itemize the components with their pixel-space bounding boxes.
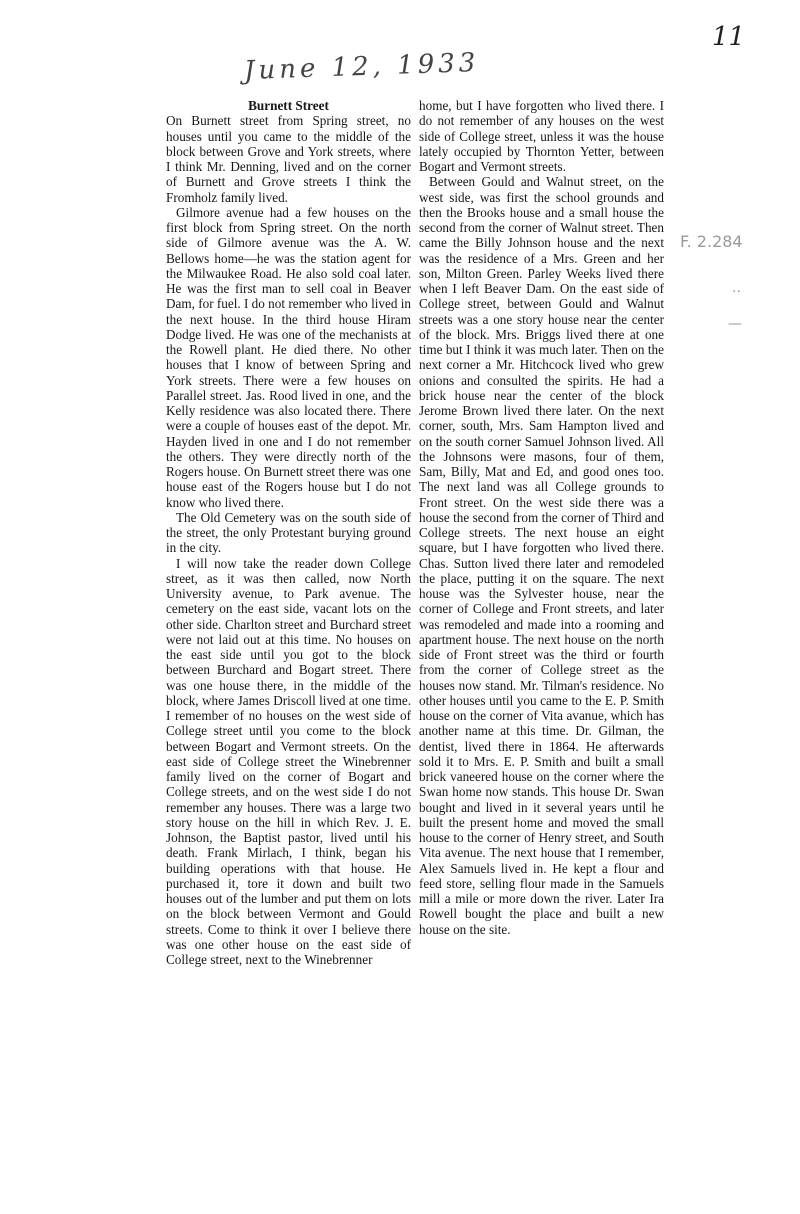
paragraph: On Burnett street from Spring street, no houses until you came to the middle of the block between Grove and York streets, where I think Mr. Denning, lived and on the corner of Burnett and Grove streets I think the Fromholz family lived. <box>166 113 411 205</box>
article-heading: Burnett Street <box>248 98 329 113</box>
page-number: 11 <box>712 22 746 52</box>
paragraph: home, but I have forgotten who lived there. I do not remember of any houses on the west side of College street, unless it was the house lately occupied by Thornton Yetter, between Bogart and Vermont streets. <box>419 98 664 174</box>
paragraph: Gilmore avenue had a few houses on the first block from Spring street. On the north side of Gilmore avenue was the A. W. Bellows home—he was the station agent for the Milwaukee Road. He also sold coal later. He was the first man to sell coal in Beaver Dam, for fuel. I do not remember who lived in the next house. In the third house Hiram Dodge lived. He was one of the mechanists at the Rowell plant. He died there. No other houses that I know of between Spring and York streets. There were a few houses on Parallel street. Jas. Rood lived in one, and the Kelly residence was also located there. There were a couple of houses east of the depot. Mr. Hayden lived in one and I do not remember the others. They were directly north of the Rogers house. On Burnett street there was one house east of the Rogers house but I do not know who lived there. <box>166 204 411 510</box>
right-column <box>419 98 664 937</box>
margin-note: — <box>728 316 742 332</box>
margin-notes <box>680 232 743 332</box>
margin-note: F. 2.284 <box>680 232 743 251</box>
margin-note: .. <box>732 280 741 296</box>
paragraph: The Old Cemetery was on the south side of the street, the only Protestant burying ground in the city. <box>166 509 411 556</box>
left-column <box>166 98 411 967</box>
handwritten-date: June 12, 1933 <box>243 47 480 87</box>
paragraph: I will now take the reader down College street, as it was then called, now North University avenue, to Park avenue. The cemetery on the east side, vacant lots on the other side. Charlton street and Burchard street were not laid out at this time. No houses on the east side until you got to the block between Burchard and Bogart street. There was one house there, in the middle of the block, where James Driscoll lived at one time. I remember of no houses on the west side of College street until you come to the block between Bogart and Vermont streets. On the east side of College street the Winebrenner family lived on the corner of Bogart and College streets, and on the west side I do not remember any houses. There was a large two story house on the hill in which Rev. J. E. Johnson, the Baptist pastor, lived until his death. Frank Mirlach, I think, began his building operations with that house. He purchased it, tore it down and built two houses out of the lumber and put them on lots on the block between Vermont and Gould streets. Come to think it over I believe there was one other house on the east side of College street, next to the Winebrenner <box>166 555 411 967</box>
paragraph: Between Gould and Walnut street, on the west side, was first the school grounds and then the Brooks house and a small house the second from the corner of Walnut street. Then came the Billy Johnson house and the next was the residence of a Mrs. Green and her son, Milton Green. Parley Weeks lived there when I left Beaver Dam. On the east side of College street, between Gould and Walnut streets was a one story house near the center of the block. Mrs. Briggs lived there at one time but I think it was much later. Then on the next corner a Mr. Hitchcock lived who grew onions and consulted the spirits. He had a brick house near the center of the block Jerome Brown lived there later. On the next corner, south, Mrs. Sam Hampton lived and on the south corner Samuel Johnson lived. All the Johnsons were masons, four of them, Sam, Billy, Mat and Ed, and good ones too. The next land was all College grounds to Front street. On the west side there was a house the second from the corner of Third and College streets. The next house an eight square, but I have forgotten who lived there. Chas. Sutton lived there later and remodeled the place, putting it on the square. The next house was the Sylvester house, near the corner of College and Front streets, and later was remodeled and made into a rooming and apartment house. The next house on the north side of Front street was the third or fourth from the corner of College street as the houses now stand. Mr. Tilman's residence. No other houses until you came to the E. P. Smith house on the corner of Vita avanue, which has another name at this time. Dr. Gilman, the dentist, lived there in 1864. He afterwards sold it to Mrs. E. P. Smith and built a small brick vaneered house on the corner where the Swan home now stands. This house Dr. Swan bought and lived in it several years until he built the present home and moved the small house to the corner of Henry street, and South Vita avenue. The next house that I remember, Alex Samuels lived in. He kept a flour and feed store, selling flour made in the Samuels mill a mile or more down the river. Later Ira Rowell bought the place and built a new house on the site. <box>419 174 664 937</box>
